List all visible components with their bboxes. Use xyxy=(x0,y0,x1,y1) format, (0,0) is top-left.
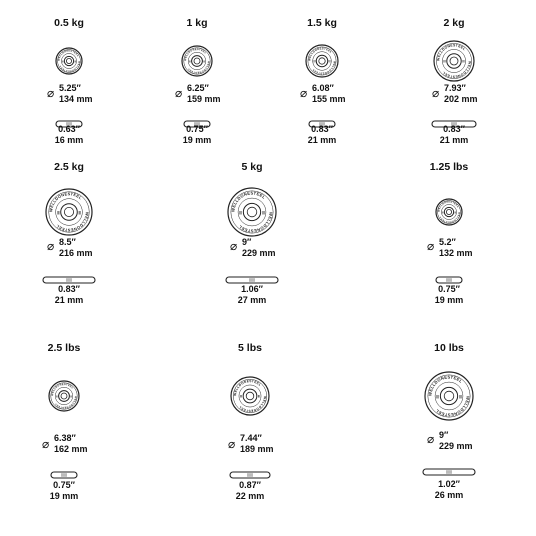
svg-text:|||: ||| xyxy=(239,210,243,215)
plate-weight-title: 5 lbs xyxy=(238,342,262,354)
svg-text:WELLDONESTEEL: WELLDONESTEEL xyxy=(436,43,467,62)
diameter-icon: ⌀ xyxy=(427,432,435,446)
plate-diameter xyxy=(312,83,346,104)
plate-weight-title: 2 kg xyxy=(443,17,465,29)
plate-side-profile-icon xyxy=(42,276,96,284)
plate-thickness xyxy=(55,284,84,305)
svg-text:WELLDONESTEEL: WELLDONESTEEL xyxy=(233,379,263,397)
diameter-mm: 202 mm xyxy=(444,93,478,104)
svg-text:WELLDONESTEEL: WELLDONESTEEL xyxy=(237,211,274,234)
plate-front-icon xyxy=(47,379,81,413)
svg-text:WELLDONESTEEL: WELLDONESTEEL xyxy=(311,60,336,75)
plate-diameter xyxy=(242,237,276,258)
svg-text:WELLDONESTEEL: WELLDONESTEEL xyxy=(187,60,211,74)
svg-text:|||: ||| xyxy=(239,395,243,399)
thickness-mm: 26 mm xyxy=(434,489,464,500)
thickness-mm: 19 mm xyxy=(434,294,464,305)
thickness-inches: 0.83″ xyxy=(58,284,80,294)
svg-text:|||: ||| xyxy=(261,210,265,215)
plate-front-icon xyxy=(54,46,84,76)
svg-text:|||: ||| xyxy=(56,395,58,398)
svg-text:WELLDONESTEEL: WELLDONESTEEL xyxy=(308,47,333,62)
svg-text:WELLDONESTEEL: WELLDONESTEEL xyxy=(438,211,461,224)
diameter-inches: 5.2″ xyxy=(439,237,456,247)
plate-thickness xyxy=(183,124,212,145)
diameter-inches: 6.25″ xyxy=(187,83,209,93)
diameter-inches: 6.08″ xyxy=(312,83,334,93)
diameter-inches: 6.38″ xyxy=(54,433,76,443)
diameter-inches: 7.44″ xyxy=(240,433,262,443)
svg-text:|||: ||| xyxy=(328,60,331,63)
svg-text:|||: ||| xyxy=(62,60,64,63)
plate-weight-title: 1.25 lbs xyxy=(429,161,469,173)
plate-side-profile-icon xyxy=(225,276,279,284)
diameter-mm: 162 mm xyxy=(54,443,88,454)
plate-front-icon xyxy=(180,44,214,78)
plate-front-view xyxy=(47,379,81,418)
diameter-mm: 159 mm xyxy=(187,93,221,104)
plate-front-icon xyxy=(229,375,271,417)
svg-text:WELLDONESTEEL: WELLDONESTEEL xyxy=(427,374,464,397)
svg-text:WELLDONESTEEL: WELLDONESTEEL xyxy=(237,395,267,413)
plate-thickness xyxy=(435,284,464,305)
thickness-inches: 0.87″ xyxy=(239,480,261,490)
svg-text:|||: ||| xyxy=(189,60,191,63)
diameter-icon: ⌀ xyxy=(427,239,435,253)
plate-front-icon xyxy=(44,187,94,237)
svg-text:|||: ||| xyxy=(56,210,60,215)
diameter-icon: ⌀ xyxy=(300,86,308,100)
diameter-icon: ⌀ xyxy=(47,86,55,100)
diameter-mm: 155 mm xyxy=(312,93,346,104)
svg-text:|||: ||| xyxy=(462,59,465,64)
plate-diameter xyxy=(187,83,221,104)
svg-text:|||: ||| xyxy=(443,59,446,64)
plate-front-icon xyxy=(304,43,340,79)
svg-text:WELLDONESTEEL: WELLDONESTEEL xyxy=(50,383,74,397)
plate-weight-title: 1.5 kg xyxy=(307,17,337,29)
thickness-mm: 19 mm xyxy=(182,134,212,145)
svg-text:WELLDONESTEEL: WELLDONESTEEL xyxy=(441,60,472,79)
svg-text:WELLDONESTEEL: WELLDONESTEEL xyxy=(48,191,84,213)
plate-thickness xyxy=(238,284,267,305)
svg-text:|||: ||| xyxy=(458,394,462,399)
diameter-inches: 5.25″ xyxy=(59,83,81,93)
plate-front-view xyxy=(423,370,475,427)
plate-front-view xyxy=(434,197,464,232)
svg-text:WELLDONESTEEL: WELLDONESTEEL xyxy=(434,395,471,418)
thickness-mm: 19 mm xyxy=(49,490,79,501)
svg-text:WELLDONESTEEL: WELLDONESTEEL xyxy=(54,395,78,409)
diameter-icon: ⌀ xyxy=(42,437,50,451)
diameter-mm: 216 mm xyxy=(59,247,93,258)
thickness-mm: 16 mm xyxy=(54,134,84,145)
plate-front-view xyxy=(44,187,94,242)
svg-text:|||: ||| xyxy=(70,395,72,398)
diameter-icon: ⌀ xyxy=(228,437,236,451)
svg-text:WELLDONESTEEL: WELLDONESTEEL xyxy=(183,48,207,62)
plate-front-view xyxy=(54,46,84,81)
thickness-inches: 1.02″ xyxy=(438,479,460,489)
diameter-inches: 7.93″ xyxy=(444,83,466,93)
thickness-inches: 0.75″ xyxy=(186,124,208,134)
diameter-icon: ⌀ xyxy=(175,86,183,100)
diameter-icon: ⌀ xyxy=(230,239,238,253)
diameter-mm: 189 mm xyxy=(240,443,274,454)
plate-diameter xyxy=(439,430,473,451)
diameter-mm: 134 mm xyxy=(59,93,93,104)
thickness-inches: 1.06″ xyxy=(241,284,263,294)
svg-text:|||: ||| xyxy=(454,211,456,214)
plate-thickness xyxy=(435,479,464,500)
plate-thickness xyxy=(55,124,84,145)
plate-front-view xyxy=(180,44,214,83)
plate-side-profile-icon xyxy=(435,276,463,284)
plate-front-icon xyxy=(434,197,464,227)
diameter-mm: 229 mm xyxy=(439,440,473,451)
svg-text:WELLDONESTEEL: WELLDONESTEEL xyxy=(57,49,80,62)
plate-diameter xyxy=(54,433,88,454)
plate-thickness xyxy=(50,480,79,501)
diameter-inches: 8.5″ xyxy=(59,237,76,247)
thickness-mm: 21 mm xyxy=(439,134,469,145)
plate-front-view xyxy=(229,375,271,422)
plate-weight-title: 5 kg xyxy=(241,161,263,173)
plate-diameter xyxy=(444,83,478,104)
plate-weight-title: 2.5 kg xyxy=(54,161,84,173)
diameter-mm: 229 mm xyxy=(242,247,276,258)
svg-text:|||: ||| xyxy=(313,60,316,63)
svg-text:WELLDONESTEEL: WELLDONESTEEL xyxy=(230,190,267,213)
plate-weight-title: 2.5 lbs xyxy=(47,342,81,354)
thickness-inches: 0.83″ xyxy=(311,124,333,134)
plate-side-profile-icon xyxy=(229,471,271,479)
svg-text:|||: ||| xyxy=(74,60,76,63)
svg-text:|||: ||| xyxy=(442,211,444,214)
diameter-icon: ⌀ xyxy=(47,239,55,253)
plate-diameter xyxy=(59,237,93,258)
plate-thickness xyxy=(308,124,337,145)
plate-diameter xyxy=(59,83,93,104)
thickness-mm: 27 mm xyxy=(237,294,267,305)
thickness-mm: 21 mm xyxy=(54,294,84,305)
diameter-inches: 9″ xyxy=(439,430,449,440)
svg-text:|||: ||| xyxy=(203,60,205,63)
plate-thickness xyxy=(440,124,469,145)
svg-text:|||: ||| xyxy=(257,395,261,399)
thickness-inches: 0.83″ xyxy=(443,124,465,134)
diameter-inches: 9″ xyxy=(242,237,252,247)
plate-front-view xyxy=(432,39,476,88)
diameter-mm: 132 mm xyxy=(439,247,473,258)
svg-text:|||: ||| xyxy=(78,210,82,215)
diameter-icon: ⌀ xyxy=(432,86,440,100)
plate-diameter xyxy=(439,237,473,258)
plate-weight-title: 1 kg xyxy=(186,17,208,29)
plate-thickness xyxy=(236,480,265,501)
plate-front-view xyxy=(304,43,340,84)
svg-text:WELLDONESTEEL: WELLDONESTEEL xyxy=(437,200,460,213)
plate-diameter xyxy=(240,433,274,454)
thickness-inches: 0.63″ xyxy=(58,124,80,134)
plate-side-profile-icon xyxy=(50,471,78,479)
thickness-mm: 21 mm xyxy=(307,134,337,145)
plate-front-view xyxy=(226,186,278,243)
plate-front-icon xyxy=(226,186,278,238)
plate-weight-title: 0.5 kg xyxy=(54,17,84,29)
plate-weight-title: 10 lbs xyxy=(434,342,464,354)
plate-front-icon xyxy=(423,370,475,422)
plate-side-profile-icon xyxy=(422,468,476,476)
svg-text:WELLDONESTEEL: WELLDONESTEEL xyxy=(54,211,90,233)
thickness-inches: 0.75″ xyxy=(53,480,75,490)
svg-text:WELLDONESTEEL: WELLDONESTEEL xyxy=(58,60,81,73)
thickness-mm: 22 mm xyxy=(235,490,265,501)
plate-front-icon xyxy=(432,39,476,83)
thickness-inches: 0.75″ xyxy=(438,284,460,294)
svg-text:|||: ||| xyxy=(436,394,440,399)
